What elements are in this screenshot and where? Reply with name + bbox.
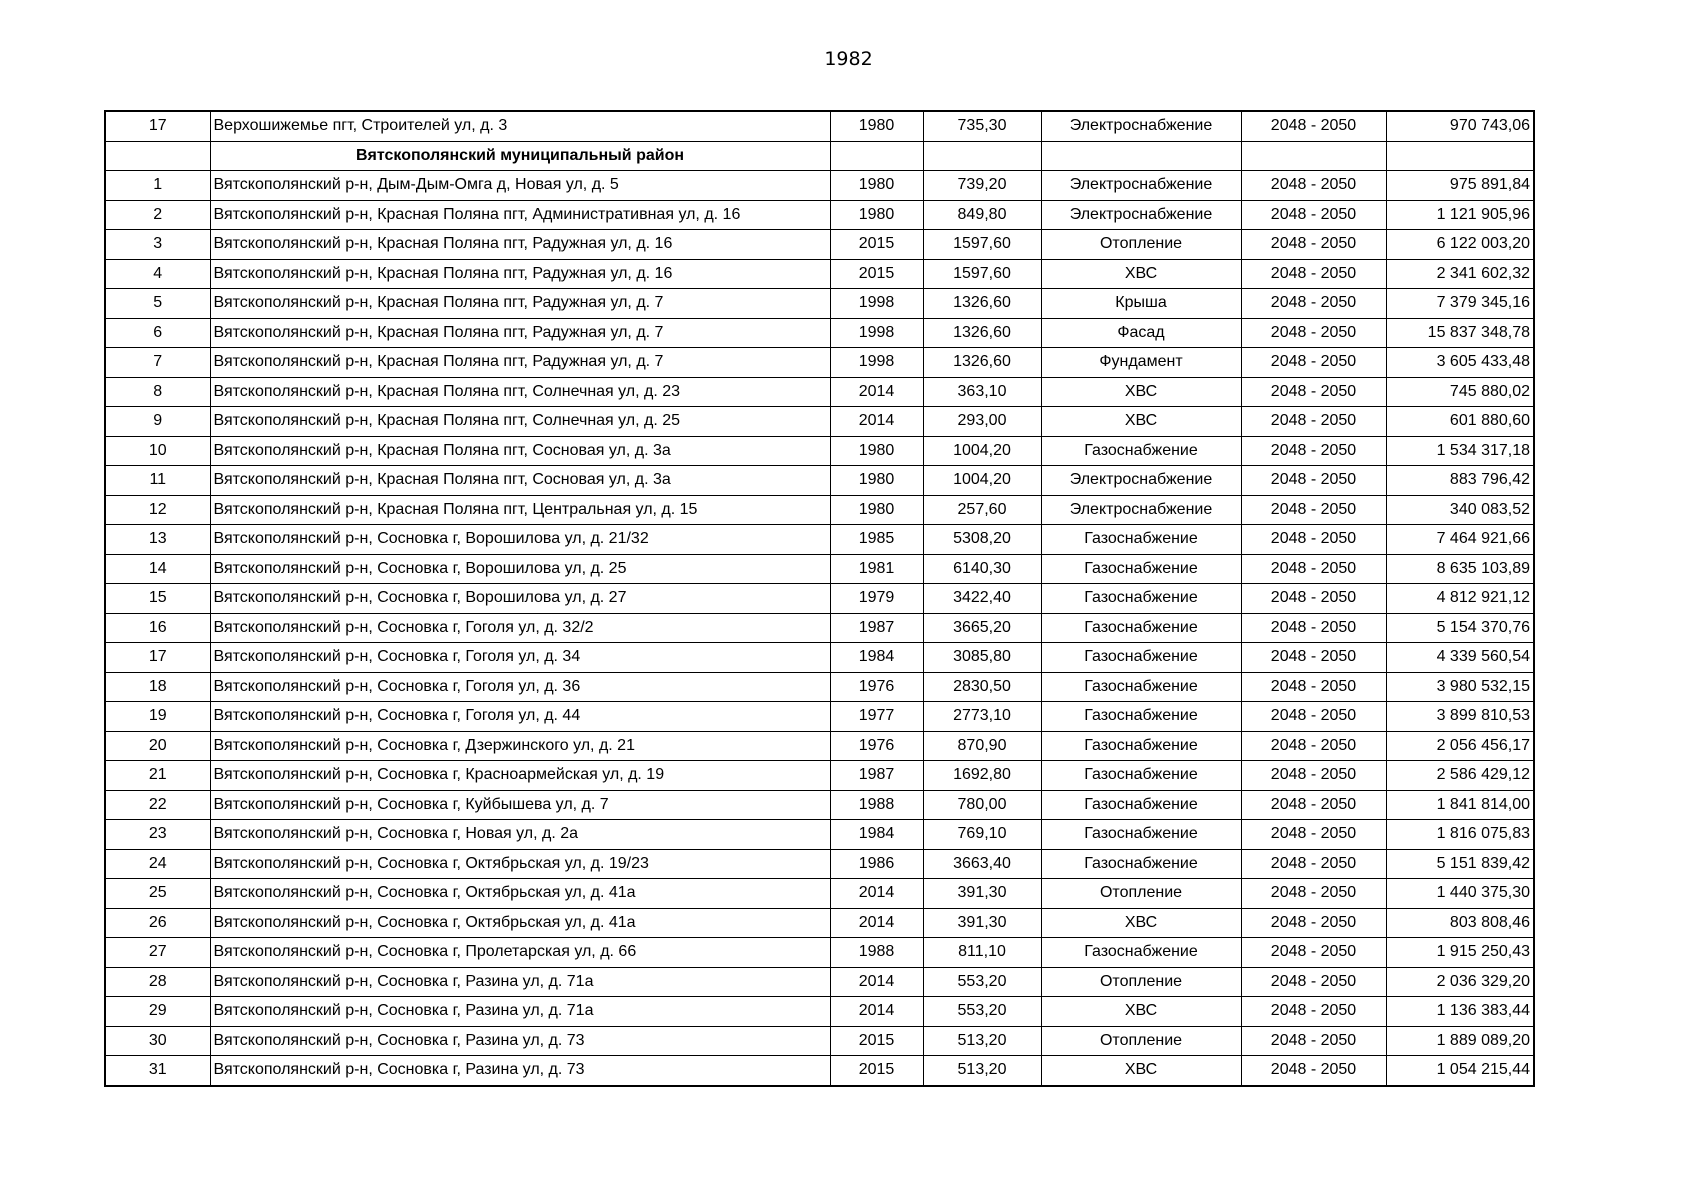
repair-cost: 4 339 560,54 <box>1386 643 1534 673</box>
build-year: 1981 <box>830 554 923 584</box>
build-year: 1985 <box>830 525 923 555</box>
table-row <box>105 938 1534 968</box>
house-area: 5308,20 <box>923 525 1041 555</box>
repair-period: 2048 - 2050 <box>1241 761 1386 791</box>
empty-cell <box>1386 141 1534 171</box>
build-year: 1979 <box>830 584 923 614</box>
repair-period: 2048 - 2050 <box>1241 525 1386 555</box>
house-area: 363,10 <box>923 377 1041 407</box>
work-type: Газоснабжение <box>1041 849 1241 879</box>
row-number: 5 <box>105 289 210 319</box>
build-year: 1980 <box>830 111 923 141</box>
build-year: 2014 <box>830 407 923 437</box>
row-number: 11 <box>105 466 210 496</box>
work-type: Отопление <box>1041 879 1241 909</box>
build-year: 1977 <box>830 702 923 732</box>
build-year: 1988 <box>830 938 923 968</box>
build-year: 1980 <box>830 466 923 496</box>
house-area: 513,20 <box>923 1026 1041 1056</box>
build-year: 1984 <box>830 643 923 673</box>
work-type: Газоснабжение <box>1041 643 1241 673</box>
repair-cost: 1 841 814,00 <box>1386 790 1534 820</box>
house-address: Вятскополянский р-н, Красная Поляна пгт, Радужная ул, д. 16 <box>210 230 830 260</box>
build-year: 1984 <box>830 820 923 850</box>
work-type: Электроснабжение <box>1041 200 1241 230</box>
house-address: Вятскополянский р-н, Сосновка г, Разина ул, д. 71а <box>210 967 830 997</box>
repair-cost: 2 036 329,20 <box>1386 967 1534 997</box>
table-row <box>105 643 1534 673</box>
repair-period: 2048 - 2050 <box>1241 643 1386 673</box>
build-year: 1998 <box>830 318 923 348</box>
house-address: Вятскополянский р-н, Красная Поляна пгт, Радужная ул, д. 7 <box>210 289 830 319</box>
row-number: 12 <box>105 495 210 525</box>
work-type: Крыша <box>1041 289 1241 319</box>
house-area: 3663,40 <box>923 849 1041 879</box>
work-type: Газоснабжение <box>1041 554 1241 584</box>
row-number: 21 <box>105 761 210 791</box>
repair-cost: 1 440 375,30 <box>1386 879 1534 909</box>
house-address: Вятскополянский р-н, Сосновка г, Гоголя ул, д. 36 <box>210 672 830 702</box>
empty-cell <box>830 141 923 171</box>
work-type: Отопление <box>1041 230 1241 260</box>
work-type: Газоснабжение <box>1041 820 1241 850</box>
house-address: Вятскополянский р-н, Сосновка г, Гоголя ул, д. 32/2 <box>210 613 830 643</box>
row-number: 14 <box>105 554 210 584</box>
house-address: Вятскополянский р-н, Красная Поляна пгт, Солнечная ул, д. 25 <box>210 407 830 437</box>
table-row <box>105 584 1534 614</box>
build-year: 1976 <box>830 672 923 702</box>
repair-cost: 15 837 348,78 <box>1386 318 1534 348</box>
table-row <box>105 554 1534 584</box>
row-number: 2 <box>105 200 210 230</box>
house-address: Вятскополянский р-н, Сосновка г, Куйбышева ул, д. 7 <box>210 790 830 820</box>
repair-cost: 970 743,06 <box>1386 111 1534 141</box>
repair-period: 2048 - 2050 <box>1241 466 1386 496</box>
build-year: 2015 <box>830 230 923 260</box>
row-number: 9 <box>105 407 210 437</box>
house-address: Вятскополянский р-н, Красная Поляна пгт, Радужная ул, д. 7 <box>210 318 830 348</box>
row-number: 16 <box>105 613 210 643</box>
work-type: ХВС <box>1041 259 1241 289</box>
house-area: 3665,20 <box>923 613 1041 643</box>
table-row <box>105 466 1534 496</box>
house-address: Вятскополянский р-н, Красная Поляна пгт, Радужная ул, д. 16 <box>210 259 830 289</box>
repair-period: 2048 - 2050 <box>1241 967 1386 997</box>
house-address: Вятскополянский р-н, Сосновка г, Новая ул, д. 2а <box>210 820 830 850</box>
work-type: Электроснабжение <box>1041 111 1241 141</box>
table-row <box>105 702 1534 732</box>
row-number: 28 <box>105 967 210 997</box>
table-row <box>105 790 1534 820</box>
house-area: 6140,30 <box>923 554 1041 584</box>
house-area: 1004,20 <box>923 466 1041 496</box>
repair-period: 2048 - 2050 <box>1241 1026 1386 1056</box>
house-address: Вятскополянский р-н, Сосновка г, Октябрьская ул, д. 41а <box>210 908 830 938</box>
repair-cost: 745 880,02 <box>1386 377 1534 407</box>
empty-cell <box>105 141 210 171</box>
row-number: 20 <box>105 731 210 761</box>
row-number: 1 <box>105 171 210 201</box>
build-year: 2014 <box>830 377 923 407</box>
table-row <box>105 259 1534 289</box>
repair-cost: 1 889 089,20 <box>1386 1026 1534 1056</box>
house-area: 2773,10 <box>923 702 1041 732</box>
house-area: 1692,80 <box>923 761 1041 791</box>
house-area: 257,60 <box>923 495 1041 525</box>
repair-period: 2048 - 2050 <box>1241 436 1386 466</box>
row-number: 31 <box>105 1056 210 1086</box>
repair-period: 2048 - 2050 <box>1241 111 1386 141</box>
build-year: 1980 <box>830 200 923 230</box>
house-address: Вятскополянский р-н, Красная Поляна пгт, Сосновая ул, д. 3а <box>210 436 830 466</box>
repair-period: 2048 - 2050 <box>1241 849 1386 879</box>
row-number: 27 <box>105 938 210 968</box>
house-area: 1597,60 <box>923 230 1041 260</box>
house-area: 1004,20 <box>923 436 1041 466</box>
house-address: Вятскополянский р-н, Сосновка г, Ворошилова ул, д. 27 <box>210 584 830 614</box>
repair-period: 2048 - 2050 <box>1241 171 1386 201</box>
row-number: 23 <box>105 820 210 850</box>
house-area: 1326,60 <box>923 318 1041 348</box>
row-number: 17 <box>105 643 210 673</box>
repair-period: 2048 - 2050 <box>1241 820 1386 850</box>
repair-period: 2048 - 2050 <box>1241 318 1386 348</box>
repair-period: 2048 - 2050 <box>1241 731 1386 761</box>
repair-period: 2048 - 2050 <box>1241 613 1386 643</box>
row-number: 10 <box>105 436 210 466</box>
table-body <box>105 111 1534 1086</box>
repair-cost: 340 083,52 <box>1386 495 1534 525</box>
build-year: 2014 <box>830 967 923 997</box>
work-type: Газоснабжение <box>1041 938 1241 968</box>
table-row <box>105 731 1534 761</box>
row-number: 22 <box>105 790 210 820</box>
repair-period: 2048 - 2050 <box>1241 200 1386 230</box>
table-row <box>105 495 1534 525</box>
build-year: 1988 <box>830 790 923 820</box>
build-year: 1976 <box>830 731 923 761</box>
repair-period: 2048 - 2050 <box>1241 348 1386 378</box>
house-address: Вятскополянский р-н, Сосновка г, Дзержинского ул, д. 21 <box>210 731 830 761</box>
repair-period: 2048 - 2050 <box>1241 584 1386 614</box>
house-address: Вятскополянский р-н, Сосновка г, Гоголя ул, д. 44 <box>210 702 830 732</box>
row-number: 25 <box>105 879 210 909</box>
house-area: 811,10 <box>923 938 1041 968</box>
table-row <box>105 407 1534 437</box>
repair-schedule-table <box>104 110 1535 1087</box>
table-row <box>105 761 1534 791</box>
build-year: 2014 <box>830 879 923 909</box>
house-area: 739,20 <box>923 171 1041 201</box>
table-row <box>105 879 1534 909</box>
repair-cost: 6 122 003,20 <box>1386 230 1534 260</box>
repair-cost: 7 464 921,66 <box>1386 525 1534 555</box>
work-type: Газоснабжение <box>1041 584 1241 614</box>
row-number: 17 <box>105 111 210 141</box>
repair-period: 2048 - 2050 <box>1241 908 1386 938</box>
house-address: Вятскополянский р-н, Красная Поляна пгт, Административная ул, д. 16 <box>210 200 830 230</box>
repair-cost: 3 605 433,48 <box>1386 348 1534 378</box>
house-area: 769,10 <box>923 820 1041 850</box>
empty-cell <box>923 141 1041 171</box>
house-area: 849,80 <box>923 200 1041 230</box>
repair-cost: 1 915 250,43 <box>1386 938 1534 968</box>
house-area: 513,20 <box>923 1056 1041 1086</box>
repair-period: 2048 - 2050 <box>1241 938 1386 968</box>
house-area: 553,20 <box>923 997 1041 1027</box>
work-type: ХВС <box>1041 377 1241 407</box>
work-type: Газоснабжение <box>1041 702 1241 732</box>
repair-period: 2048 - 2050 <box>1241 672 1386 702</box>
row-number: 3 <box>105 230 210 260</box>
work-type: Газоснабжение <box>1041 761 1241 791</box>
row-number: 4 <box>105 259 210 289</box>
repair-cost: 7 379 345,16 <box>1386 289 1534 319</box>
build-year: 2015 <box>830 1026 923 1056</box>
work-type: Электроснабжение <box>1041 171 1241 201</box>
work-type: Отопление <box>1041 967 1241 997</box>
house-area: 870,90 <box>923 731 1041 761</box>
repair-period: 2048 - 2050 <box>1241 790 1386 820</box>
house-address: Вятскополянский р-н, Красная Поляна пгт, Сосновая ул, д. 3а <box>210 466 830 496</box>
house-area: 553,20 <box>923 967 1041 997</box>
work-type: Электроснабжение <box>1041 466 1241 496</box>
repair-cost: 5 151 839,42 <box>1386 849 1534 879</box>
table-row <box>105 171 1534 201</box>
build-year: 2015 <box>830 1056 923 1086</box>
table-row <box>105 111 1534 141</box>
house-address: Вятскополянский р-н, Сосновка г, Ворошилова ул, д. 25 <box>210 554 830 584</box>
repair-cost: 4 812 921,12 <box>1386 584 1534 614</box>
page-number: 1982 <box>824 48 873 70</box>
table-row <box>105 613 1534 643</box>
house-address: Вятскополянский р-н, Сосновка г, Разина ул, д. 73 <box>210 1056 830 1086</box>
house-area: 1326,60 <box>923 348 1041 378</box>
house-address: Вятскополянский р-н, Сосновка г, Октябрьская ул, д. 41а <box>210 879 830 909</box>
build-year: 1998 <box>830 348 923 378</box>
table-row <box>105 997 1534 1027</box>
work-type: ХВС <box>1041 997 1241 1027</box>
repair-cost: 2 056 456,17 <box>1386 731 1534 761</box>
row-number: 8 <box>105 377 210 407</box>
repair-cost: 1 054 215,44 <box>1386 1056 1534 1086</box>
table-row <box>105 672 1534 702</box>
table-row <box>105 967 1534 997</box>
repair-period: 2048 - 2050 <box>1241 554 1386 584</box>
work-type: Газоснабжение <box>1041 525 1241 555</box>
house-address: Вятскополянский р-н, Дым-Дым-Омга д, Новая ул, д. 5 <box>210 171 830 201</box>
repair-period: 2048 - 2050 <box>1241 1056 1386 1086</box>
table-row <box>105 820 1534 850</box>
row-number: 29 <box>105 997 210 1027</box>
house-address: Вятскополянский р-н, Красная Поляна пгт, Радужная ул, д. 7 <box>210 348 830 378</box>
build-year: 1987 <box>830 761 923 791</box>
table-row <box>105 849 1534 879</box>
repair-cost: 803 808,46 <box>1386 908 1534 938</box>
table-row <box>105 318 1534 348</box>
house-area: 3085,80 <box>923 643 1041 673</box>
build-year: 1980 <box>830 495 923 525</box>
repair-period: 2048 - 2050 <box>1241 702 1386 732</box>
house-area: 735,30 <box>923 111 1041 141</box>
row-number: 7 <box>105 348 210 378</box>
section-title: Вятскополянский муниципальный район <box>210 141 830 171</box>
work-type: Фундамент <box>1041 348 1241 378</box>
work-type: Отопление <box>1041 1026 1241 1056</box>
repair-cost: 2 341 602,32 <box>1386 259 1534 289</box>
work-type: Газоснабжение <box>1041 613 1241 643</box>
house-area: 1326,60 <box>923 289 1041 319</box>
build-year: 2015 <box>830 259 923 289</box>
row-number: 18 <box>105 672 210 702</box>
house-area: 780,00 <box>923 790 1041 820</box>
build-year: 1998 <box>830 289 923 319</box>
house-address: Вятскополянский р-н, Сосновка г, Разина ул, д. 73 <box>210 1026 830 1056</box>
repair-cost: 3 980 532,15 <box>1386 672 1534 702</box>
house-area: 293,00 <box>923 407 1041 437</box>
repair-cost: 601 880,60 <box>1386 407 1534 437</box>
house-address: Вятскополянский р-н, Сосновка г, Красноармейская ул, д. 19 <box>210 761 830 791</box>
repair-period: 2048 - 2050 <box>1241 495 1386 525</box>
work-type: ХВС <box>1041 407 1241 437</box>
repair-period: 2048 - 2050 <box>1241 997 1386 1027</box>
table-row <box>105 230 1534 260</box>
row-number: 19 <box>105 702 210 732</box>
section-row <box>105 141 1534 171</box>
build-year: 1986 <box>830 849 923 879</box>
table-row <box>105 1056 1534 1086</box>
build-year: 2014 <box>830 908 923 938</box>
repair-cost: 1 816 075,83 <box>1386 820 1534 850</box>
row-number: 6 <box>105 318 210 348</box>
row-number: 15 <box>105 584 210 614</box>
work-type: Газоснабжение <box>1041 436 1241 466</box>
repair-cost: 883 796,42 <box>1386 466 1534 496</box>
repair-cost: 1 534 317,18 <box>1386 436 1534 466</box>
build-year: 1987 <box>830 613 923 643</box>
table-row <box>105 908 1534 938</box>
house-area: 2830,50 <box>923 672 1041 702</box>
build-year: 1980 <box>830 171 923 201</box>
house-address: Вятскополянский р-н, Красная Поляна пгт, Центральная ул, д. 15 <box>210 495 830 525</box>
table-row <box>105 1026 1534 1056</box>
house-address: Вятскополянский р-н, Красная Поляна пгт, Солнечная ул, д. 23 <box>210 377 830 407</box>
repair-period: 2048 - 2050 <box>1241 289 1386 319</box>
row-number: 24 <box>105 849 210 879</box>
repair-period: 2048 - 2050 <box>1241 879 1386 909</box>
table-row <box>105 377 1534 407</box>
work-type: Газоснабжение <box>1041 672 1241 702</box>
work-type: Газоснабжение <box>1041 731 1241 761</box>
build-year: 1980 <box>830 436 923 466</box>
work-type: ХВС <box>1041 908 1241 938</box>
house-area: 391,30 <box>923 908 1041 938</box>
work-type: ХВС <box>1041 1056 1241 1086</box>
house-area: 1597,60 <box>923 259 1041 289</box>
table-row <box>105 348 1534 378</box>
table-row <box>105 436 1534 466</box>
house-address: Верхошижемье пгт, Строителей ул, д. 3 <box>210 111 830 141</box>
table-row <box>105 289 1534 319</box>
repair-cost: 2 586 429,12 <box>1386 761 1534 791</box>
repair-period: 2048 - 2050 <box>1241 377 1386 407</box>
work-type: Фасад <box>1041 318 1241 348</box>
table-row <box>105 200 1534 230</box>
house-address: Вятскополянский р-н, Сосновка г, Гоголя ул, д. 34 <box>210 643 830 673</box>
repair-period: 2048 - 2050 <box>1241 407 1386 437</box>
house-address: Вятскополянский р-н, Сосновка г, Октябрьская ул, д. 19/23 <box>210 849 830 879</box>
repair-cost: 3 899 810,53 <box>1386 702 1534 732</box>
work-type: Электроснабжение <box>1041 495 1241 525</box>
house-area: 3422,40 <box>923 584 1041 614</box>
repair-period: 2048 - 2050 <box>1241 259 1386 289</box>
repair-cost: 1 121 905,96 <box>1386 200 1534 230</box>
row-number: 30 <box>105 1026 210 1056</box>
house-area: 391,30 <box>923 879 1041 909</box>
build-year: 2014 <box>830 997 923 1027</box>
table-row <box>105 525 1534 555</box>
repair-cost: 1 136 383,44 <box>1386 997 1534 1027</box>
repair-cost: 5 154 370,76 <box>1386 613 1534 643</box>
house-address: Вятскополянский р-н, Сосновка г, Ворошилова ул, д. 21/32 <box>210 525 830 555</box>
empty-cell <box>1041 141 1241 171</box>
repair-cost: 975 891,84 <box>1386 171 1534 201</box>
row-number: 26 <box>105 908 210 938</box>
work-type: Газоснабжение <box>1041 790 1241 820</box>
row-number: 13 <box>105 525 210 555</box>
repair-cost: 8 635 103,89 <box>1386 554 1534 584</box>
house-address: Вятскополянский р-н, Сосновка г, Разина ул, д. 71а <box>210 997 830 1027</box>
repair-period: 2048 - 2050 <box>1241 230 1386 260</box>
house-address: Вятскополянский р-н, Сосновка г, Пролетарская ул, д. 66 <box>210 938 830 968</box>
empty-cell <box>1241 141 1386 171</box>
